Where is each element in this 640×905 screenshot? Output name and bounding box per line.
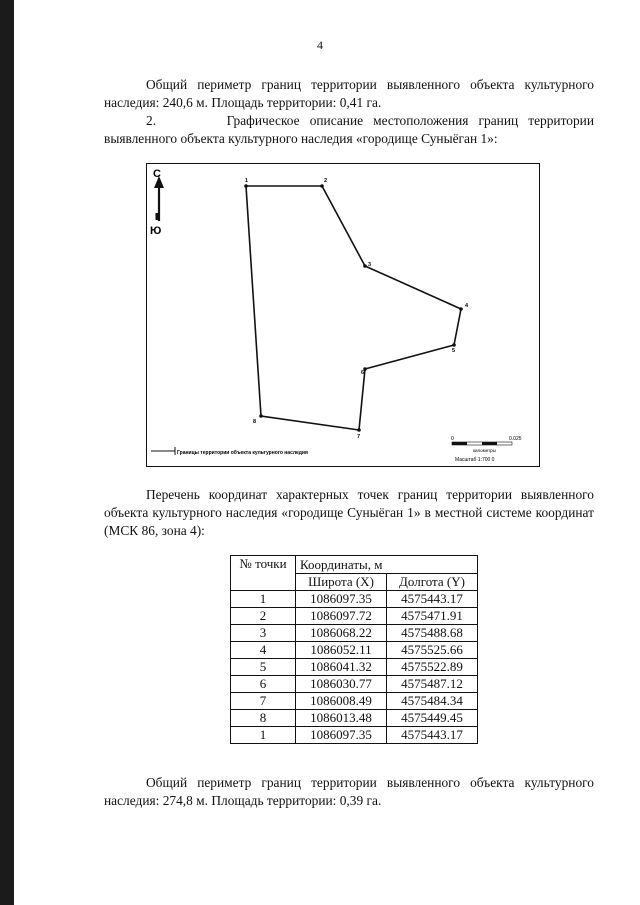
- boundary-map: [146, 163, 540, 467]
- header-coordinates: Координаты, м: [296, 556, 478, 574]
- point-number-cell: 5: [231, 659, 296, 676]
- latitude-cell: 1086068.22: [296, 625, 387, 642]
- longitude-cell: 4575525.66: [387, 642, 478, 659]
- boundary-point-label: 5: [452, 348, 456, 354]
- point-number-cell: 1: [231, 591, 296, 608]
- longitude-cell: 4575443.17: [387, 591, 478, 608]
- boundary-point: [320, 184, 324, 188]
- point-number-cell: 8: [231, 710, 296, 727]
- header-point-number: № точки: [231, 556, 296, 591]
- point-number-cell: 7: [231, 693, 296, 710]
- scale-bar-segment: [452, 442, 467, 445]
- north-arrow-icon: [154, 176, 164, 221]
- latitude-cell: 1086013.48: [296, 710, 387, 727]
- boundary-point: [244, 184, 248, 188]
- latitude-cell: 1086097.72: [296, 608, 387, 625]
- north-label: С: [153, 168, 161, 180]
- boundary-line: [246, 186, 461, 430]
- longitude-cell: 4575443.17: [387, 727, 478, 744]
- scale-bar-segment: [482, 442, 497, 445]
- header-longitude: Долгота (Y): [387, 574, 478, 591]
- table-row: [231, 727, 478, 744]
- boundary-point-label: 4: [465, 303, 469, 309]
- paragraph-coordinate-list: Перечень координат характерных точек границ территории выявленного объекта культурного наследия «городище Суныёган 1» в местной системе координат (МСК 86, зона 4):: [104, 487, 594, 538]
- header-latitude: Широта (X): [296, 574, 387, 591]
- scale-end: 0.025: [509, 436, 522, 442]
- boundary-point-label: 8: [253, 419, 257, 425]
- boundary-point: [452, 343, 456, 347]
- paragraph-perimeter-2: Общий периметр границ территории выявленного объекта культурного наследия: 274,8 м. Площадь территории: 0,39 га.: [104, 775, 594, 808]
- paragraph-perimeter-1: Общий периметр границ территории выявленного объекта культурного наследия: 240,6 м. Площадь территории: 0,41 га.: [104, 77, 594, 110]
- boundary-point-label: 1: [245, 178, 249, 184]
- boundary-point: [459, 307, 463, 311]
- boundary-map-svg: [147, 164, 541, 468]
- latitude-cell: 1086052.11: [296, 642, 387, 659]
- boundary-polygon: [244, 178, 469, 440]
- table-row: [231, 659, 478, 676]
- point-number-cell: 6: [231, 676, 296, 693]
- longitude-cell: 4575522.89: [387, 659, 478, 676]
- scan-left-border: [0, 0, 14, 905]
- south-label: Ю: [150, 225, 162, 237]
- longitude-cell: 4575471.91: [387, 608, 478, 625]
- table-row: [231, 591, 478, 608]
- table-row: [231, 642, 478, 659]
- table-row: [231, 608, 478, 625]
- latitude-cell: 1086041.32: [296, 659, 387, 676]
- longitude-cell: 4575449.45: [387, 710, 478, 727]
- latitude-cell: 1086030.77: [296, 676, 387, 693]
- boundary-point-label: 6: [361, 370, 365, 376]
- latitude-cell: 1086097.35: [296, 591, 387, 608]
- scale-text: Масштаб 1:700 0: [455, 457, 495, 463]
- longitude-cell: 4575484.34: [387, 693, 478, 710]
- table-row: [231, 710, 478, 727]
- point-number-cell: 1: [231, 727, 296, 744]
- table-row: [231, 676, 478, 693]
- table-header-row: [231, 556, 478, 574]
- legend-text: Границы территории объекта культурного наследия: [177, 450, 308, 456]
- boundary-point-label: 3: [368, 262, 372, 268]
- coordinates-table: [230, 555, 478, 744]
- boundary-point: [363, 264, 367, 268]
- paragraph-graphic-description: 2. Графическое описание местоположения границ территории выявленного объекта культурного наследия «городище Суныёган 1»:: [104, 113, 594, 146]
- table-row: [231, 693, 478, 710]
- page-number: 4: [317, 38, 323, 52]
- boundary-point: [357, 428, 361, 432]
- longitude-cell: 4575488.68: [387, 625, 478, 642]
- longitude-cell: 4575487.12: [387, 676, 478, 693]
- scale-start: 0: [451, 436, 454, 442]
- latitude-cell: 1086008.49: [296, 693, 387, 710]
- latitude-cell: 1086097.35: [296, 727, 387, 744]
- point-number-cell: 2: [231, 608, 296, 625]
- point-number-cell: 4: [231, 642, 296, 659]
- scale-unit: километры: [473, 448, 496, 453]
- boundary-point: [259, 414, 263, 418]
- boundary-point-label: 2: [324, 178, 328, 184]
- table-row: [231, 625, 478, 642]
- point-number-cell: 3: [231, 625, 296, 642]
- boundary-point-label: 7: [357, 434, 361, 440]
